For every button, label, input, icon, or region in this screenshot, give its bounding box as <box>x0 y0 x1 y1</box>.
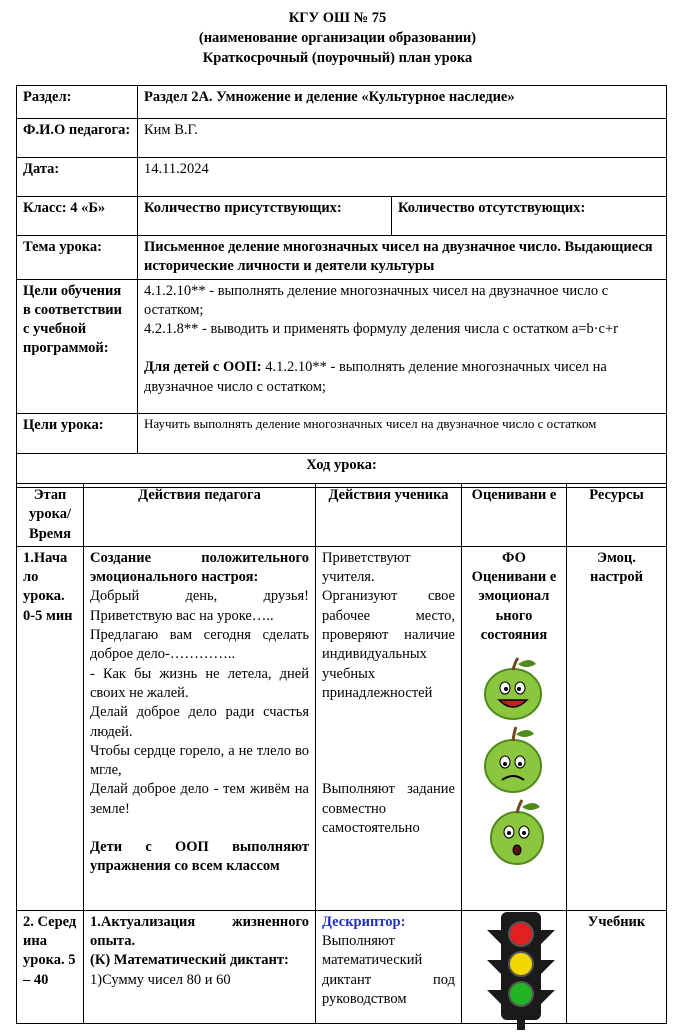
col-teacher: Действия педагога <box>84 484 316 547</box>
poem-line: Предлагаю вам сегодня сделать доброе дело-………….. <box>90 627 309 663</box>
topic-value: Письменное деление многозначных чисел на двузначное число. Выдающиеся исторические личности и деятели культуры <box>138 236 667 280</box>
row1-teacher-oop: Дети с ООП выполняют упражнения со всем классом <box>90 839 309 875</box>
poem-line: Делай доброе дело ради счастья людей. <box>90 704 309 740</box>
poem-line: Делай доброе дело - тем живём на земле! <box>90 781 309 817</box>
row2-teacher-line: 1)Сумму чисел 80 и 60 <box>90 971 231 988</box>
course-table <box>16 483 667 1024</box>
row2-teacher-title: 1.Актуализация жизненного опыта. <box>90 913 309 950</box>
lesson-goals-value: Научить выполнять деление многозначных чисел на двузначное число с остатком <box>138 413 667 453</box>
row2-stage: 2. Серед ина урока. 5 – 40 <box>17 910 84 1023</box>
present-label: Количество присутствующих: <box>138 197 392 236</box>
row2-resource: Учебник <box>567 910 667 1023</box>
happy-apple-icon <box>480 656 546 720</box>
row2-descriptor: Дескриптор: <box>322 913 406 930</box>
row1-student <box>316 546 462 910</box>
section-value: Раздел 2А. Умножение и деление «Культурное наследие» <box>138 86 667 119</box>
col-resource: Ресурсы <box>567 484 667 547</box>
neutral-apple-icon <box>486 798 548 866</box>
row1-assess-text: ФО Оценивани е эмоционал ьного состояния <box>471 549 557 644</box>
course-title: Ход урока: <box>17 453 667 487</box>
section-label: Раздел: <box>17 86 138 119</box>
plan-title: Краткосрочный (поурочный) план урока <box>202 50 473 66</box>
poem-line: - Как бы жизнь не летела, дней своих не жалей. <box>90 665 309 701</box>
row1-stage: 1.Нача ло урока. 0-5 мин <box>17 546 84 910</box>
org-note: (наименование организации образовании) <box>198 30 477 46</box>
traffic-light-icon <box>479 908 563 1030</box>
absent-label: Количество отсутствующих: <box>392 197 667 236</box>
poem-line: Добрый день, друзья! Приветствую вас на уроке….. <box>90 588 309 624</box>
info-table <box>16 85 667 488</box>
topic-label: Тема урока: <box>17 236 138 280</box>
goal-1: 4.1.2.10** - выполнять деление многозначных чисел на двузначное число с остатком; <box>144 282 609 318</box>
teacher-label: Ф.И.О педагога: <box>17 119 138 158</box>
class-label: Класс: 4 «Б» <box>17 197 138 236</box>
oop-label: Для детей с ООП: <box>144 359 262 376</box>
row1-student-task: Выполняют задание совместно самостоятельно <box>322 781 455 836</box>
row1-student-organize: Организуют свое рабочее место, проверяют наличие индивидуальных учебных принадлежностей <box>322 588 455 701</box>
row2-student-text: Выполняют математический диктант под руководством <box>322 933 455 1008</box>
oop-goal <box>144 358 660 397</box>
col-stage: Этап урока/ Время <box>17 484 84 547</box>
col-assess: Оценивани е <box>462 484 567 547</box>
row2-teacher-sub: (К) Математический диктант: <box>90 952 289 969</box>
sad-apple-icon <box>480 724 546 794</box>
date-value: 14.11.2024 <box>138 158 667 197</box>
row2-student <box>316 910 462 1023</box>
document-header <box>0 8 675 68</box>
row1-student-greet: Приветствуют учителя. <box>322 549 411 586</box>
col-student: Действия ученика <box>316 484 462 547</box>
lesson-goals-label: Цели урока: <box>17 413 138 453</box>
goals-label: Цели обучения в соответствии с учебной программой: <box>17 279 138 413</box>
poem-line: Чтобы сердце горело, а не тлело во мгле, <box>90 742 309 779</box>
date-label: Дата: <box>17 158 138 197</box>
row1-resource: Эмоц. настрой <box>567 546 667 910</box>
row1-teacher-title: Создание положительного эмоционального настроя: <box>90 549 309 586</box>
row1-teacher <box>84 546 316 910</box>
school-name: КГУ ОШ № 75 <box>288 10 387 26</box>
row2-teacher <box>84 910 316 1023</box>
oop-text: 4.1.2.10** - выполнять деление многозначных чисел на двузначное число с остатком; <box>144 359 607 395</box>
teacher-value: Ким В.Г. <box>138 119 667 158</box>
goals-value <box>138 279 667 413</box>
goal-2: 4.2.1.8** - выводить и применять формулу деления числа с остатком a=b·c+r <box>144 321 618 338</box>
